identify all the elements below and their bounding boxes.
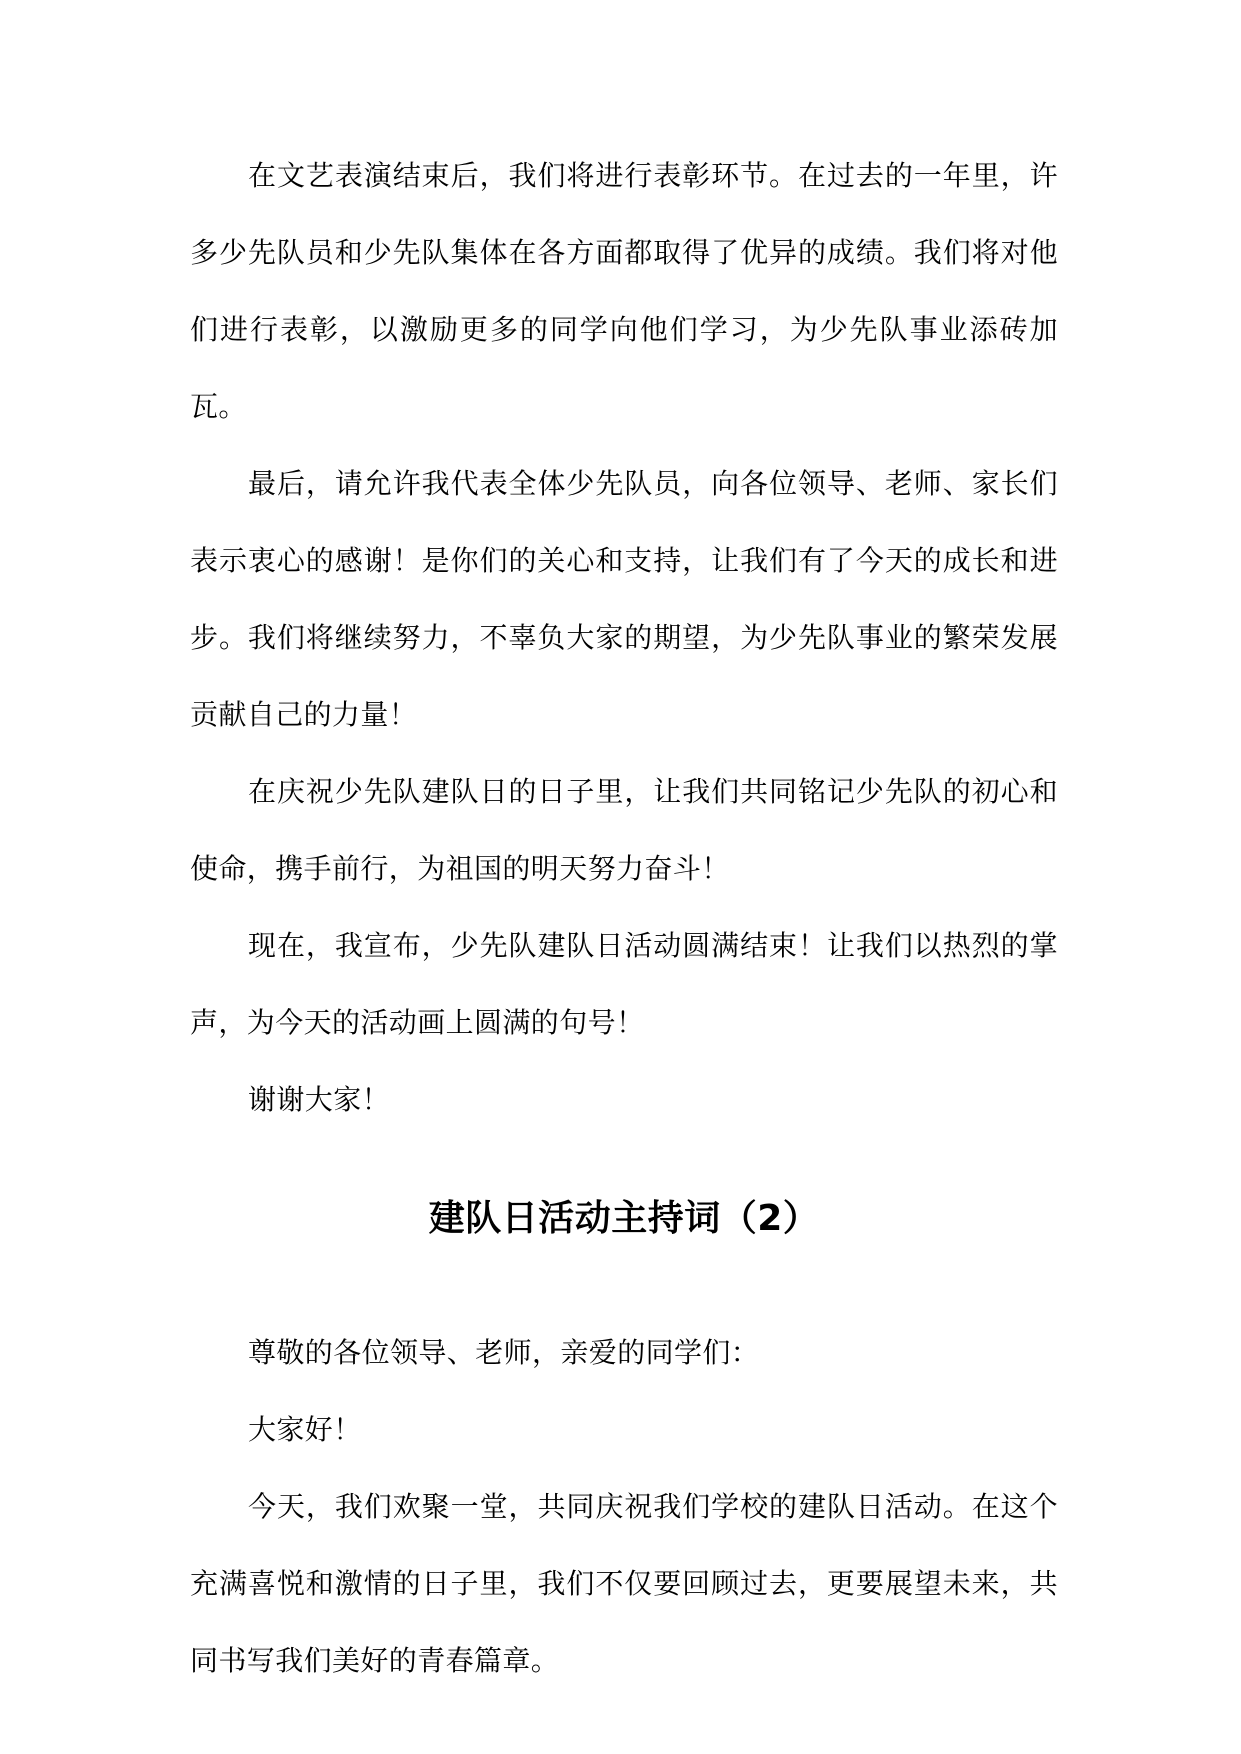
paragraph-greeting: 大家好！ bbox=[248, 1413, 362, 1446]
paragraph-salutation: 尊敬的各位领导、老师，亲爱的同学们： bbox=[248, 1336, 760, 1369]
document-body bbox=[190, 137, 1058, 1699]
section-heading: 建队日活动主持词（2） bbox=[428, 1198, 820, 1239]
paragraph-opening: 今天，我们欢聚一堂，共同庆祝我们学校的建队日活动。在这个充满喜悦和激情的日子里，我们不仅要回顾过去，更要展望未来，共同书写我们美好的青春篇章。 bbox=[190, 1490, 1058, 1677]
paragraph-commendation: 在文艺表演结束后，我们将进行表彰环节。在过去的一年里，许多少先队员和少先队集体在各方面都取得了优异的成绩。我们将对他们进行表彰，以激励更多的同学向他们学习，为少先队事业添砖加瓦。 bbox=[190, 159, 1058, 423]
paragraph-thank-you: 谢谢大家！ bbox=[248, 1083, 391, 1116]
paragraph-closing-announcement: 现在，我宣布，少先队建队日活动圆满结束！让我们以热烈的掌声，为今天的活动画上圆满的句号！ bbox=[190, 929, 1058, 1039]
paragraph-mission: 在庆祝少先队建队日的日子里，让我们共同铭记少先队的初心和使命，携手前行，为祖国的明天努力奋斗！ bbox=[190, 775, 1058, 885]
paragraph-thanks: 最后，请允许我代表全体少先队员，向各位领导、老师、家长们表示衷心的感谢！是你们的关心和支持，让我们有了今天的成长和进步。我们将继续努力，不辜负大家的期望，为少先队事业的繁荣发展贡献自己的力量！ bbox=[190, 467, 1058, 731]
